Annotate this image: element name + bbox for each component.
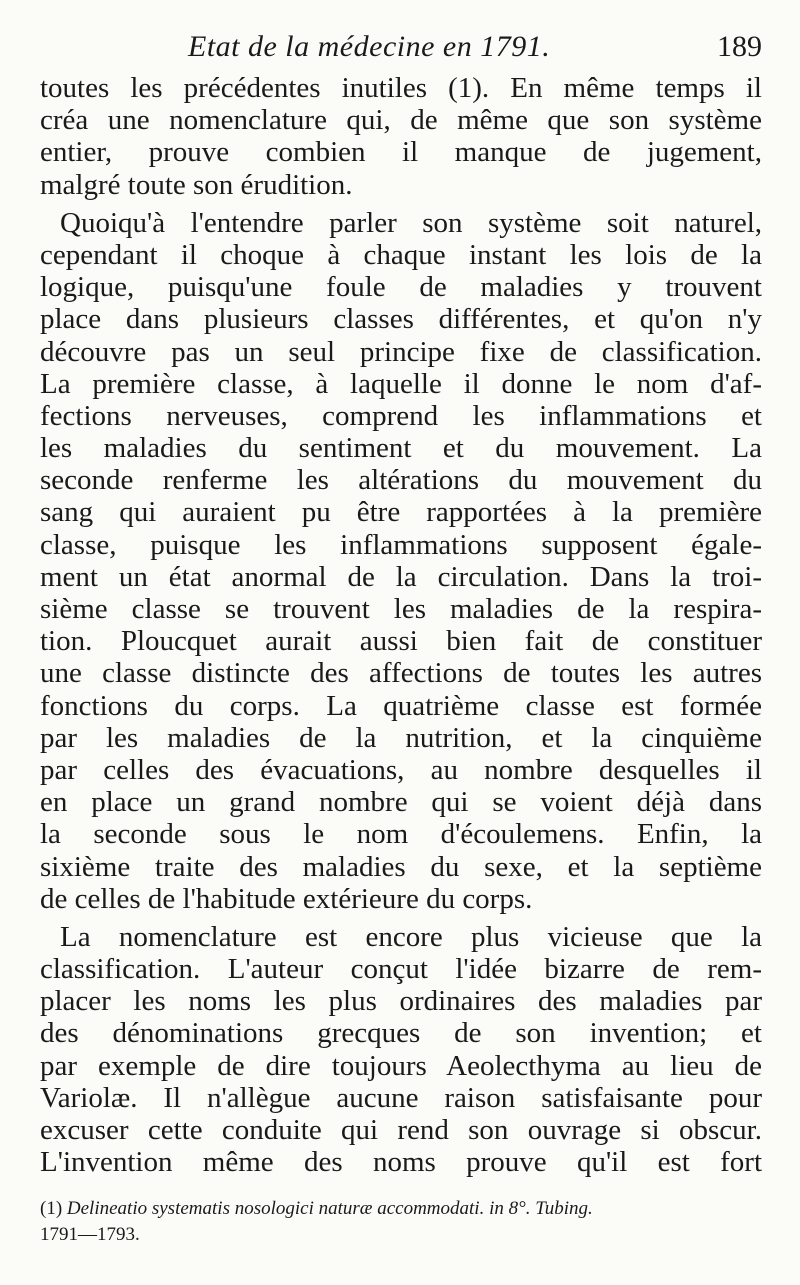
footnote-line [40,1196,762,1222]
text-line: créa une nomenclature qui, de même que son système [40,104,762,137]
text-line: fonctions du corps. La quatrième classe est formée [40,689,762,722]
text-line: logique, puisqu'une foule de maladies y trouvent [40,271,762,304]
text-line: sixième traite des maladies du sexe, et la septième [40,850,762,883]
footnote-marker: (1) [40,1198,63,1219]
text-line: par les maladies de la nutrition, et la cinquième [40,721,762,754]
text-line: les maladies du sentiment et du mouvement. La [40,432,762,465]
footnote-citation: Delineatio systematis nosologici naturæ accommodati. in 8°. Tubing. [66,1198,593,1219]
text-line: malgré toute son érudition. [40,168,353,201]
text-line: par exemple de dire toujours Aeolecthyma au lieu de [40,1049,762,1082]
text-line: la seconde sous le nom d'écoulemens. Enfin, la [40,818,762,851]
text-line: Quoiqu'à l'entendre parler son système soit naturel, [60,206,762,239]
text-line: sième classe se trouvent les maladies de la respira- [40,593,762,625]
text-line: fections nerveuses, comprend les inflammations et [40,399,762,432]
text-line: toutes les précédentes inutiles (1). En même temps il [40,72,762,104]
text-line: de celles de l'habitude extérieure du corps. [40,882,533,915]
text-line: des dénominations grecques de son invention; et [40,1017,762,1050]
text-line: L'invention même des noms prouve qu'il est fort [40,1146,762,1179]
text-line: excuser cette conduite qui rend son ouvrage si obscur. [40,1114,762,1146]
body-text [40,72,762,1178]
text-line: La nomenclature est encore plus vicieuse que la [60,920,762,953]
text-line: classification. L'auteur conçut l'idée bizarre de rem- [40,953,762,986]
running-title: Etat de la médecine en 1791. [188,30,551,63]
text-line: en place un grand nombre qui se voient déjà dans [40,786,762,819]
text-line: La première classe, à laquelle il donne le nom d'af- [40,367,762,400]
footnote-dates: 1791—1793. [40,1224,140,1245]
text-line: ment un état anormal de la circulation. Dans la troi- [40,560,762,593]
text-line: placer les noms les plus ordinaires des maladies par [40,985,762,1018]
text-line: découvre pas un seul principe fixe de classification. [40,335,762,368]
text-line: place dans plusieurs classes différentes, et qu'on n'y [40,303,762,336]
text-line: cependant il choque à chaque instant les lois de la [40,238,762,271]
text-line: classe, puisque les inflammations supposent égale- [40,528,762,561]
text-line: seconde renferme les altérations du mouvement du [40,464,762,497]
footnote [40,1196,762,1248]
page-number: 189 [717,30,762,63]
text-line: une classe distincte des affections de toutes les autres [40,657,762,690]
text-line: tion. Ploucquet aurait aussi bien fait de constituer [40,625,762,658]
text-line: sang qui auraient pu être rapportées à la première [40,496,762,529]
text-line: entier, prouve combien il manque de jugement, [40,136,762,169]
running-head [40,30,762,70]
text-line: par celles des évacuations, au nombre desquelles il [40,753,762,786]
text-line: Variolæ. Il n'allègue aucune raison satisfaisante pour [40,1081,762,1114]
